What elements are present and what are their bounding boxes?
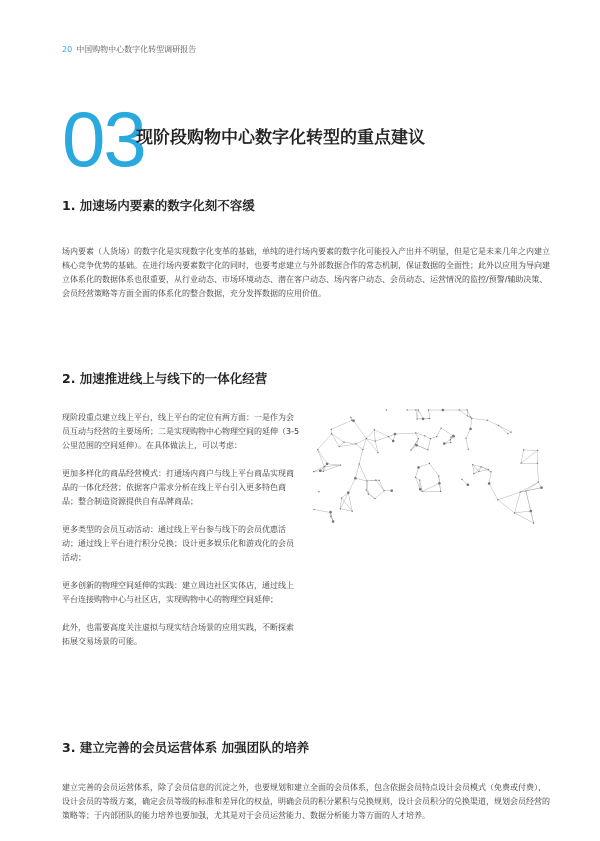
network-node (352, 419, 355, 422)
body-line: 会员经营策略等方面全面的体系化的整合数据，充分发挥数据的应用价值。 (62, 289, 326, 298)
network-node (340, 508, 341, 509)
network-node (466, 409, 467, 410)
network-node (478, 471, 479, 472)
network-node (323, 471, 324, 472)
network-node (313, 509, 314, 510)
network-edge (418, 410, 423, 419)
network-node (507, 433, 508, 434)
network-node (378, 480, 379, 481)
network-node (368, 494, 369, 495)
network-edge (520, 482, 538, 492)
body-line: 场内要素（人货场）的数字化是实现数字化变革的基础，单纯的进行场内要素的数字化可能投入产出并不明显，但是它是未来几年之内建立 (62, 247, 550, 256)
network-node (415, 432, 416, 433)
item-line: 活动； (62, 553, 86, 562)
network-edge (318, 434, 332, 450)
network-edge (354, 421, 367, 439)
network-node (442, 409, 445, 412)
item-line: 平台连接购物中心与社区店，实现购物中心的物理空间延伸； (62, 595, 278, 604)
network-edge (466, 438, 468, 449)
network-node (416, 418, 417, 419)
network-edge (471, 419, 472, 429)
network-edge (515, 492, 521, 513)
network-node (417, 466, 420, 469)
network-node (330, 516, 331, 517)
network-node (470, 416, 471, 417)
body-line: 设计会员的等级方案，确定会员等级的标准和差异化的权益，明确会员的积分累积与兑换规则，设计会员积分的兑换渠道，规划会员经营的 (62, 797, 550, 806)
network-edge (314, 509, 330, 512)
network-node (488, 482, 491, 485)
network-node (406, 409, 407, 410)
section-number: 03 (62, 95, 145, 183)
network-node (533, 522, 534, 523)
network-edge (526, 491, 531, 511)
network-node (537, 463, 538, 464)
network-edge (395, 433, 416, 434)
network-edge (416, 410, 417, 419)
network-node (388, 436, 389, 437)
network-node (390, 489, 393, 492)
page-number: 20 (62, 45, 73, 54)
network-edge (515, 513, 534, 523)
network-edge (425, 436, 431, 439)
network-node (510, 431, 511, 432)
network-node (313, 471, 314, 472)
network-edge (366, 430, 374, 439)
item-line: 更加多样化的商品经营模式：打通场内商户与线上平台商品实现商 (62, 469, 294, 478)
network-node (359, 463, 360, 464)
network-node (467, 415, 468, 416)
network-node (459, 409, 460, 410)
network-node (467, 483, 470, 486)
network-edge (466, 429, 471, 438)
network-node (332, 520, 335, 523)
network-node (525, 490, 526, 491)
network-node (440, 427, 441, 428)
network-edge (348, 478, 355, 493)
network-node (514, 512, 515, 513)
network-edge (429, 410, 430, 419)
network-node (537, 450, 538, 451)
item-line: 品的一体化经营；依据客户需求分析在线上平台引入更多特色商 (62, 483, 286, 492)
network-node (440, 491, 441, 492)
network-edge (331, 420, 352, 429)
network-edge (515, 511, 531, 513)
network-node (471, 418, 472, 419)
network-edge (366, 481, 367, 490)
network-node (428, 409, 429, 410)
network-edge (459, 410, 467, 416)
network-node (319, 469, 322, 472)
network-node (410, 449, 411, 450)
network-edge (374, 430, 375, 441)
network-node (461, 479, 462, 480)
network-node (452, 435, 455, 438)
network-edge (481, 467, 488, 470)
network-node (472, 464, 473, 465)
network-edge (428, 439, 431, 450)
network-edge (344, 442, 356, 444)
network-node (375, 440, 376, 441)
item-line: 品；整合制造资源提供自有品牌商品； (62, 497, 198, 506)
network-edge (479, 470, 489, 472)
network-node (343, 441, 344, 442)
network-node (487, 420, 488, 421)
network-node (351, 420, 352, 421)
network-node (450, 436, 451, 437)
network-edge (340, 493, 348, 509)
network-edge (479, 467, 481, 472)
network-edge (416, 467, 419, 477)
network-node (488, 469, 489, 470)
network-node (419, 479, 420, 480)
network-node (375, 479, 376, 480)
network-node (418, 409, 419, 410)
network-edge (431, 437, 437, 439)
network-edge (375, 491, 384, 499)
network-node (498, 425, 499, 426)
network-node (331, 429, 332, 430)
network-node (362, 449, 363, 450)
network-edge (327, 464, 340, 465)
network-node (324, 466, 325, 467)
network-node (424, 435, 425, 436)
network-edge (437, 428, 441, 436)
network-edge (498, 492, 520, 500)
network-edge (489, 472, 491, 484)
network-edge (375, 437, 388, 442)
network-node (443, 442, 446, 445)
network-node (341, 497, 342, 498)
item-line: 动；通过线上平台进行积分兑换；设计更多娱乐化和游戏化的会员 (62, 539, 294, 548)
network-node (490, 471, 491, 472)
item-line: 更多类型的会员互动活动：通过线上平台参与线下的会员优惠活 (62, 525, 286, 534)
network-node (415, 409, 416, 410)
network-node (538, 481, 539, 482)
network-node (326, 462, 329, 465)
network-edge (355, 464, 359, 478)
subsection-2-body (62, 411, 312, 649)
network-edge (487, 420, 498, 425)
handshake-network-illustration (312, 408, 548, 580)
network-node (340, 464, 341, 465)
network-node (473, 473, 474, 474)
network-node (415, 477, 416, 478)
network-edge (368, 494, 375, 498)
subsection-1-title: 1. 加速场内要素的数字化刻不容缓 (62, 198, 255, 213)
network-edge (473, 465, 482, 467)
running-header (62, 44, 196, 55)
network-node (465, 438, 466, 439)
network-edge (441, 428, 453, 436)
network-node (383, 490, 384, 491)
network-edge (521, 450, 523, 463)
network-node (469, 428, 472, 431)
network-edge (489, 483, 498, 499)
network-node (374, 498, 375, 499)
network-node (318, 491, 319, 492)
subsection-1-body (62, 245, 552, 301)
network-edge (348, 493, 352, 511)
network-node (339, 446, 340, 447)
subsection-2-title: 2. 加速推进线上与线下的一体化经营 (62, 371, 268, 386)
network-node (520, 491, 521, 492)
network-node (523, 449, 524, 450)
network-edge (474, 472, 479, 474)
network-node (355, 443, 356, 444)
network-node (422, 418, 425, 421)
intro-line: 公里范围的空间延伸）。在具体做法上，可以考虑： (62, 441, 242, 450)
network-node (497, 499, 498, 500)
network-edge (359, 464, 367, 481)
network-edge (356, 444, 363, 450)
network-edge (520, 488, 541, 492)
network-edge (332, 434, 345, 442)
body-line: 核心竞争优势的基础。在进行场内要素数字化的同时，也要考虑建立与外部数据合作的常态机制，保证数据的全面性；此外以应用为导向建 (62, 261, 550, 270)
network-node (347, 491, 350, 494)
network-edge (355, 478, 367, 481)
network-edge (521, 450, 537, 463)
network-node (540, 486, 543, 489)
body-line: 立体系化的数据体系也很重要，从行业动态、市场环境动态、潜在客户动态、场内客户动态、会员动态、运营情况的监控/预警/辅助决策、 (62, 275, 548, 284)
network-node (366, 480, 367, 481)
network-edge (537, 463, 538, 482)
network-node (354, 477, 357, 480)
network-node (394, 433, 397, 436)
intro-line: 现阶段重点建立线上平台，线上平台的定位有两方面：一是作为会 (62, 413, 294, 422)
outro-line: 此外，也需要高度关注虚拟与现实结合场景的应用实践，不断探索 (62, 623, 294, 632)
network-node (415, 444, 416, 445)
network-edge (474, 467, 481, 474)
network-edge (332, 434, 340, 447)
network-node (330, 512, 331, 513)
network-edge (417, 410, 418, 419)
network-node (377, 452, 378, 453)
network-node (366, 489, 367, 490)
network-edge (366, 439, 375, 442)
network-edge (429, 463, 438, 476)
network-edge (498, 500, 515, 513)
network-node (481, 466, 482, 467)
network-node (352, 510, 353, 511)
network-node (427, 449, 428, 450)
outro-line: 拓展交易场景的可能。 (62, 637, 142, 646)
network-node (331, 433, 332, 434)
network-edge (419, 463, 430, 467)
item-line: 更多创新的物理空间延伸的实践：建立周边社区实体店，通过线上 (62, 581, 294, 590)
network-node (436, 436, 437, 437)
network-node (430, 438, 431, 439)
network-node (529, 510, 532, 513)
network-node (419, 488, 422, 491)
network-node (468, 449, 469, 450)
network-node (392, 440, 395, 443)
network-node (374, 429, 375, 430)
network-node (418, 438, 419, 439)
network-node (438, 482, 441, 485)
network-edge (422, 483, 439, 491)
network-node (429, 418, 430, 419)
network-edge (472, 419, 488, 421)
network-node (450, 442, 451, 443)
subsection-3-body (62, 781, 552, 823)
network-node (421, 491, 422, 492)
network-edge (366, 490, 375, 499)
body-line: 建立完善的会员运营体系，除了会员信息的沉淀之外，也要规划和建立全面的会员体系，包含依据会员特点设计会员模式（免费或付费）， (62, 783, 546, 792)
report-title: 中国购物中心数字化转型调研报告 (76, 45, 197, 54)
network-node (450, 439, 451, 440)
intro-line: 员互动与经营的主要场所；二是实现购物中心物理空间的延伸（3-5 (62, 427, 300, 436)
network-edge (374, 430, 388, 437)
body-line: 策略等；于内部团队的能力培养也要加强，尤其是对于会员运营能力、数据分析能力等方面的人才培养。 (62, 811, 430, 820)
network-node (350, 417, 351, 418)
section-title: 现阶段购物中心数字化转型的重点建议 (136, 128, 425, 148)
network-node (317, 449, 318, 450)
network-node (438, 475, 439, 476)
network-node (386, 409, 387, 410)
network-node (366, 438, 367, 439)
subsection-3-title: 3. 建立完善的会员运营体系 加强团队的培养 (62, 740, 310, 755)
network-edge (359, 450, 363, 464)
network-node (429, 463, 430, 464)
network-node (520, 462, 521, 463)
